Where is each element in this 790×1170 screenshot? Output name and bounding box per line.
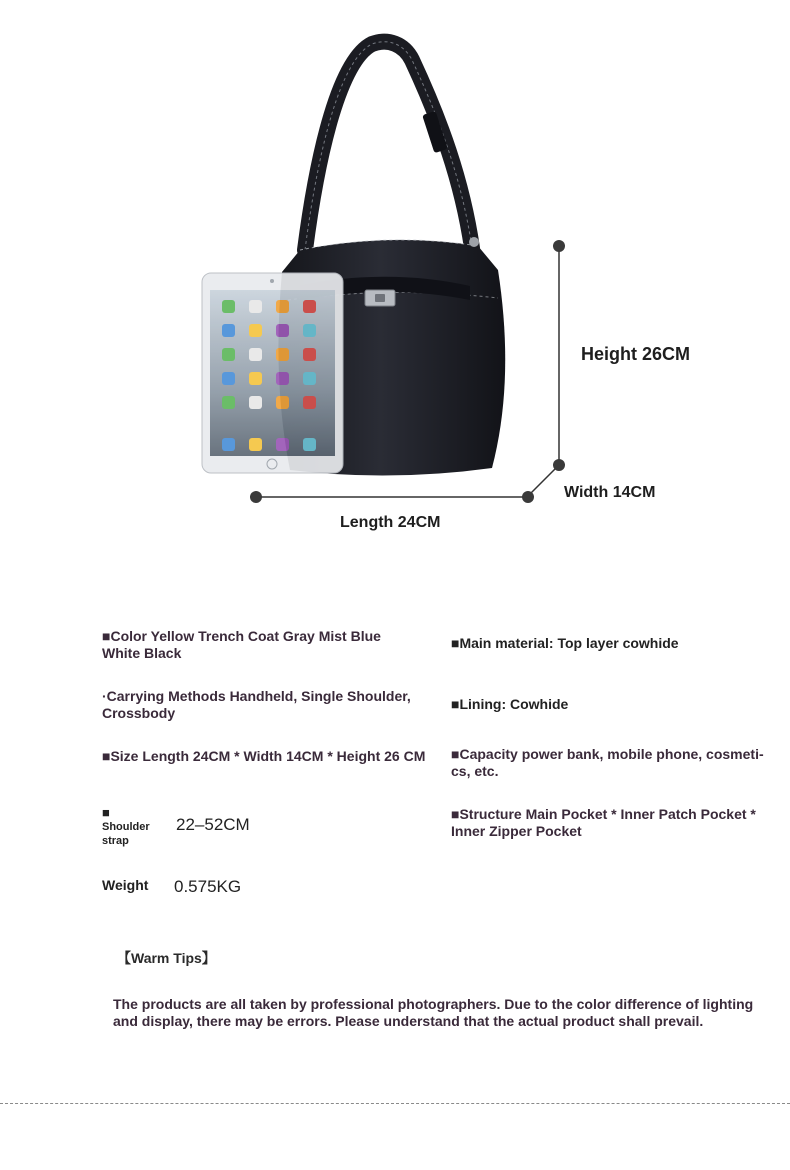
spec-weight-value: 0.575KG bbox=[174, 877, 242, 896]
warm-tips-title: 【Warm Tips】 bbox=[117, 950, 216, 966]
width-line bbox=[528, 465, 559, 496]
tablet-app-icon bbox=[222, 348, 235, 361]
tablet-app-icon bbox=[303, 324, 316, 337]
tablet-app-icon bbox=[276, 438, 289, 451]
spec-color: ■Color Yellow Trench Coat Gray Mist Blue White Black bbox=[102, 628, 381, 661]
length-dimension-label: Length 24CM bbox=[340, 514, 441, 531]
bag-strap bbox=[305, 42, 472, 250]
tablet-app-icon bbox=[303, 372, 316, 385]
tablet-app-icon bbox=[249, 396, 262, 409]
spec-capacity: ■Capacity power bank, mobile phone, cosmeti-cs, etc. bbox=[451, 746, 764, 779]
product-photo-area bbox=[0, 0, 790, 580]
height-bottom-dot bbox=[553, 459, 565, 471]
spec-strap-label: Shoulder strap bbox=[102, 821, 150, 847]
height-dimension-label: Height 26CM bbox=[581, 344, 691, 364]
tablet-app-icon bbox=[222, 300, 235, 313]
tablet-app-icon bbox=[249, 372, 262, 385]
tablet-app-icon bbox=[303, 348, 316, 361]
tablet-app-icon bbox=[276, 300, 289, 313]
tablet-app-icon bbox=[222, 396, 235, 409]
spec-structure: ■Structure Main Pocket * Inner Patch Pocket * Inner Zipper Pocket bbox=[451, 806, 756, 839]
tablet-app-icon bbox=[249, 300, 262, 313]
spec-weight-label: Weight bbox=[102, 877, 149, 893]
tablet-app-icon bbox=[249, 348, 262, 361]
tablet-app-icon bbox=[249, 324, 262, 337]
product-illustration bbox=[0, 0, 790, 580]
warm-tips-body: The products are all taken by professional photographers. Due to the color difference of lighting and display, there may be errors. Please understand that the actual product shall prevail. bbox=[113, 996, 754, 1029]
length-left-dot bbox=[250, 491, 262, 503]
height-top-dot bbox=[553, 240, 565, 252]
tablet-app-icon bbox=[222, 372, 235, 385]
tablet-app-icon bbox=[303, 438, 316, 451]
tablet-app-icon bbox=[303, 300, 316, 313]
spec-size: ■Size Length 24CM * Width 14CM * Height 26 CM bbox=[102, 748, 426, 764]
tablet-app-icon bbox=[249, 438, 262, 451]
spec-strap-value: 22–52CM bbox=[176, 815, 250, 834]
tablet-app-icon bbox=[303, 396, 316, 409]
tablet-app-icon bbox=[222, 324, 235, 337]
length-right-dot bbox=[522, 491, 534, 503]
tablet-app-icon bbox=[276, 324, 289, 337]
spec-strap-mark: ■ bbox=[102, 805, 110, 820]
section-divider bbox=[0, 1103, 790, 1104]
width-dimension-label: Width 14CM bbox=[564, 484, 656, 501]
spec-carrying-methods: ·Carrying Methods Handheld, Single Shoulder, Crossbody bbox=[102, 688, 411, 721]
tablet-app-icon bbox=[276, 372, 289, 385]
spec-main-material: ■Main material: Top layer cowhide bbox=[451, 635, 679, 651]
tablet-app-icon bbox=[276, 348, 289, 361]
spec-lining: ■Lining: Cowhide bbox=[451, 696, 569, 712]
tablet-for-scale bbox=[202, 273, 343, 473]
tablet-app-icon bbox=[276, 396, 289, 409]
tablet-app-icon bbox=[222, 438, 235, 451]
